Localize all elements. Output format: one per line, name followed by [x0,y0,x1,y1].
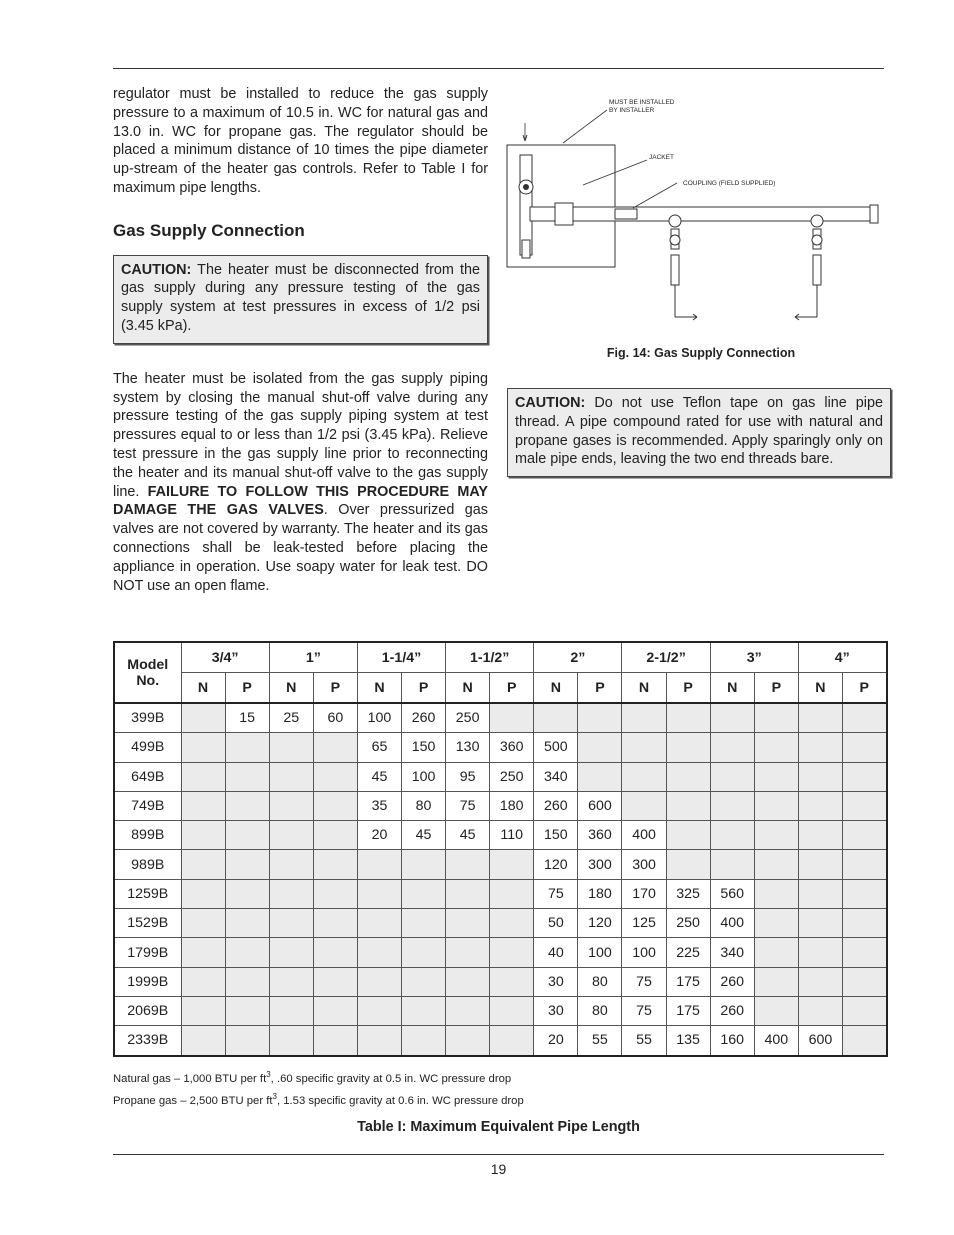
propane-gas-header: P [754,673,798,704]
length-cell [225,791,269,820]
top-rule [113,68,884,69]
model-cell: 899B [114,821,181,850]
length-cell [446,850,490,879]
length-cell [225,762,269,791]
table-row [114,1026,887,1056]
size-header: 3/4” [181,642,269,673]
length-cell [269,733,313,762]
length-cell [754,938,798,967]
length-cell [446,938,490,967]
length-cell: 135 [666,1026,710,1056]
length-cell [754,967,798,996]
length-cell: 75 [622,996,666,1025]
table-row [114,850,887,879]
length-cell: 175 [666,967,710,996]
length-cell [578,733,622,762]
table-row [114,909,887,938]
length-cell: 100 [357,703,401,733]
gas-supply-figure [505,95,885,335]
table-row [114,938,887,967]
size-header: 2” [534,642,622,673]
length-cell [666,821,710,850]
size-header: 1” [269,642,357,673]
length-cell: 45 [357,762,401,791]
length-cell: 160 [710,1026,754,1056]
length-cell: 75 [534,879,578,908]
length-cell: 75 [446,791,490,820]
gas-type-header-row [114,673,887,704]
length-cell [357,938,401,967]
length-cell: 15 [225,703,269,733]
length-cell: 25 [269,703,313,733]
length-cell: 80 [578,996,622,1025]
body-warning-bold: FAILURE TO FOLLOW THIS PROCEDURE MAY DAMAGE THE GAS VALVES [113,483,488,519]
length-cell: 30 [534,996,578,1025]
length-cell: 110 [490,821,534,850]
length-cell: 45 [402,821,446,850]
length-cell: 20 [534,1026,578,1056]
page-number: 19 [490,1161,507,1177]
length-cell [181,967,225,996]
length-cell [666,703,710,733]
length-cell [357,1026,401,1056]
length-cell [181,733,225,762]
propane-gas-header: P [842,673,886,704]
length-cell: 100 [578,938,622,967]
section-heading: Gas Supply Connection [113,220,305,240]
length-cell [313,850,357,879]
label-jacket: JACKET [649,154,674,161]
length-cell: 340 [534,762,578,791]
propane-gas-header: P [578,673,622,704]
length-cell [842,996,886,1025]
length-cell [181,879,225,908]
length-cell [710,821,754,850]
length-cell [402,967,446,996]
length-cell [490,879,534,908]
length-cell [313,733,357,762]
model-cell: 2069B [114,996,181,1025]
length-cell: 600 [798,1026,842,1056]
length-cell [754,821,798,850]
length-cell: 325 [666,879,710,908]
table-row [114,791,887,820]
length-cell [269,791,313,820]
length-cell [357,909,401,938]
table-row [114,996,887,1025]
length-cell: 250 [446,703,490,733]
length-cell [622,762,666,791]
length-cell: 260 [402,703,446,733]
length-cell [490,909,534,938]
note-superscript: 3 [272,1091,277,1101]
length-cell [269,938,313,967]
length-cell [842,1026,886,1056]
length-cell: 80 [578,967,622,996]
length-cell: 150 [402,733,446,762]
length-cell [313,909,357,938]
body-paragraph [113,370,488,596]
length-cell [666,733,710,762]
length-cell [225,909,269,938]
length-cell: 400 [622,821,666,850]
length-cell: 250 [666,909,710,938]
natural-gas-header: N [798,673,842,704]
table-row [114,821,887,850]
natural-gas-header: N [181,673,225,704]
length-cell: 120 [534,850,578,879]
length-cell [402,996,446,1025]
length-cell [402,850,446,879]
length-cell [357,967,401,996]
table-row [114,967,887,996]
length-cell [313,996,357,1025]
body-text-part2: . Over pressurized gas valves are not covered by warranty. The heater and its gas connections shall be leak-tested before placing the appliance in operation. Use soapy water for leak test. DO NOT use an open flame. [113,502,488,594]
length-cell [798,703,842,733]
size-header: 1-1/4” [357,642,445,673]
length-cell: 55 [622,1026,666,1056]
length-cell [446,909,490,938]
length-cell [313,879,357,908]
note-propane [113,1088,524,1110]
length-cell [798,879,842,908]
model-cell: 399B [114,703,181,733]
table-row [114,762,887,791]
length-cell: 175 [666,996,710,1025]
length-cell [754,703,798,733]
table-row [114,703,887,733]
caution-text: The heater must be disconnected from the gas supply during any pressure testing of the gas supply system at test pressures in excess of 1/2 psi (3.45 kPa). [121,261,480,334]
length-cell: 55 [578,1026,622,1056]
natural-gas-header: N [357,673,401,704]
length-cell [710,791,754,820]
length-cell [754,909,798,938]
length-cell: 35 [357,791,401,820]
length-cell: 260 [710,967,754,996]
length-cell: 40 [534,938,578,967]
length-cell [269,967,313,996]
length-cell [181,762,225,791]
natural-gas-header: N [269,673,313,704]
length-cell [446,967,490,996]
model-cell: 1259B [114,879,181,908]
length-cell: 500 [534,733,578,762]
length-cell [754,879,798,908]
length-cell [357,996,401,1025]
length-cell [269,821,313,850]
length-cell: 560 [710,879,754,908]
label-installer-1: MUST BE INSTALLED [609,99,675,106]
length-cell [225,850,269,879]
length-cell [313,762,357,791]
length-cell [622,791,666,820]
length-cell: 120 [578,909,622,938]
length-cell [798,967,842,996]
length-cell: 80 [402,791,446,820]
size-header: 4” [798,642,886,673]
length-cell: 180 [490,791,534,820]
propane-gas-header: P [225,673,269,704]
model-cell: 1999B [114,967,181,996]
model-cell: 2339B [114,1026,181,1056]
figure-caption: Fig. 14: Gas Supply Connection [606,346,796,360]
label-coupling: COUPLING (FIELD SUPPLIED) [683,180,776,187]
length-cell: 100 [402,762,446,791]
length-cell [225,996,269,1025]
size-header: 1-1/2” [446,642,534,673]
size-header-row [114,642,887,673]
length-cell [798,938,842,967]
length-cell [357,850,401,879]
length-cell: 65 [357,733,401,762]
table-caption: Table I: Maximum Equivalent Pipe Length [357,1119,640,1135]
length-cell [269,996,313,1025]
length-cell [490,1026,534,1056]
model-cell: 499B [114,733,181,762]
propane-gas-header: P [666,673,710,704]
length-cell [842,938,886,967]
note-natural-text-2: , .60 specific gravity at 0.5 in. WC pressure drop [270,1072,512,1085]
caution-box-left [113,255,488,344]
length-cell [490,850,534,879]
length-cell [313,1026,357,1056]
length-cell: 400 [710,909,754,938]
length-cell [269,1026,313,1056]
length-cell [446,1026,490,1056]
length-cell [446,879,490,908]
model-cell: 1799B [114,938,181,967]
length-cell [490,967,534,996]
length-cell [181,938,225,967]
length-cell: 45 [446,821,490,850]
length-cell: 300 [622,850,666,879]
bottom-rule [113,1154,884,1155]
length-cell [402,938,446,967]
length-cell [710,850,754,879]
length-cell [402,879,446,908]
length-cell [798,996,842,1025]
length-cell [842,879,886,908]
propane-gas-header: P [402,673,446,704]
length-cell [225,879,269,908]
body-text-part1: The heater must be isolated from the gas supply piping system by closing the manual shut-off valve during any pressure testing of the gas supply piping system at test pressures equal to or less than 1/2 psi (3.45 kPa). Relieve test pressure in the gas supply line prior to reconnecting the heater and its manual shut-off valve to the gas supply line. [113,370,488,500]
length-cell [842,703,886,733]
length-cell: 130 [446,733,490,762]
length-cell: 125 [622,909,666,938]
length-cell [710,703,754,733]
length-cell: 260 [710,996,754,1025]
label-installer-2: BY INSTALLER [609,107,655,114]
gas-supply-diagram [505,95,885,335]
length-cell [225,733,269,762]
propane-gas-header: P [313,673,357,704]
length-cell [842,791,886,820]
length-cell: 60 [313,703,357,733]
length-cell [754,996,798,1025]
length-cell [181,909,225,938]
length-cell: 100 [622,938,666,967]
length-cell [754,733,798,762]
note-propane-text-2: , 1.53 specific gravity at 0.6 in. WC pressure drop [276,1094,524,1107]
length-cell [313,967,357,996]
length-cell [402,1026,446,1056]
length-cell [225,967,269,996]
length-cell [666,850,710,879]
table-row [114,879,887,908]
note-superscript: 3 [266,1070,271,1079]
length-cell [710,733,754,762]
length-cell: 340 [710,938,754,967]
length-cell: 95 [446,762,490,791]
caution-text: Do not use Teflon tape on gas line pipe thread. A pipe compound rated for use with natural and propane gases is recommended. Apply sparingly only on male pipe ends, leaving the two end threads bare. [515,395,883,468]
natural-gas-header: N [534,673,578,704]
length-cell [181,821,225,850]
length-cell [490,996,534,1025]
length-cell [798,791,842,820]
length-cell [402,909,446,938]
length-cell [181,850,225,879]
length-cell [181,703,225,733]
note-natural [113,1066,524,1088]
length-cell [269,850,313,879]
table-body [114,703,887,1056]
length-cell [181,791,225,820]
length-cell: 360 [578,821,622,850]
length-cell [754,850,798,879]
length-cell [313,938,357,967]
length-cell [181,996,225,1025]
size-header: 2-1/2” [622,642,710,673]
length-cell: 360 [490,733,534,762]
length-cell [622,733,666,762]
length-cell [754,791,798,820]
length-cell: 225 [666,938,710,967]
table-row [114,733,887,762]
length-cell: 260 [534,791,578,820]
length-cell: 170 [622,879,666,908]
length-cell [578,762,622,791]
natural-gas-header: N [446,673,490,704]
length-cell [490,703,534,733]
length-cell: 250 [490,762,534,791]
propane-gas-header: P [490,673,534,704]
length-cell [842,821,886,850]
length-cell [842,967,886,996]
length-cell [622,703,666,733]
length-cell [798,821,842,850]
natural-gas-header: N [710,673,754,704]
caution-label: CAUTION: [121,261,192,278]
length-cell [798,733,842,762]
natural-gas-header: N [622,673,666,704]
length-cell: 50 [534,909,578,938]
note-propane-text: Propane gas – 2,500 BTU per ft [113,1094,273,1107]
length-cell [313,821,357,850]
length-cell [225,1026,269,1056]
length-cell [225,938,269,967]
length-cell [798,762,842,791]
length-cell [269,879,313,908]
table-notes [113,1066,524,1110]
length-cell [710,762,754,791]
length-cell: 75 [622,967,666,996]
length-cell [666,791,710,820]
length-cell [842,850,886,879]
pipe-length-table [113,641,888,1057]
length-cell [357,879,401,908]
length-cell [842,762,886,791]
length-cell [842,909,886,938]
length-cell [754,762,798,791]
length-cell [269,909,313,938]
length-cell [666,762,710,791]
size-header: 3” [710,642,798,673]
length-cell [225,821,269,850]
model-cell: 749B [114,791,181,820]
model-header: Model No. [114,642,181,703]
intro-paragraph: regulator must be installed to reduce the gas supply pressure to a maximum of 10.5 in. WC for natural gas and 13.0 in. WC for propane gas. The regulator should be placed a minimum distance of 10 times the pipe diameter up-stream of the heater gas controls. Refer to Table I for maximum pipe lengths. [113,86,488,196]
length-cell [534,703,578,733]
length-cell [446,996,490,1025]
length-cell: 30 [534,967,578,996]
caution-box-right [507,388,891,477]
length-cell: 300 [578,850,622,879]
length-cell [798,909,842,938]
caution-label: CAUTION: [515,395,586,411]
length-cell [842,733,886,762]
length-cell: 150 [534,821,578,850]
left-column [113,85,488,595]
note-natural-text: Natural gas – 1,000 BTU per ft [113,1072,267,1085]
length-cell [313,791,357,820]
model-cell: 649B [114,762,181,791]
length-cell: 600 [578,791,622,820]
length-cell [490,938,534,967]
length-cell [269,762,313,791]
model-cell: 989B [114,850,181,879]
length-cell [578,703,622,733]
model-cell: 1529B [114,909,181,938]
length-cell: 180 [578,879,622,908]
length-cell: 20 [357,821,401,850]
length-cell: 400 [754,1026,798,1056]
length-cell [798,850,842,879]
length-cell [181,1026,225,1056]
